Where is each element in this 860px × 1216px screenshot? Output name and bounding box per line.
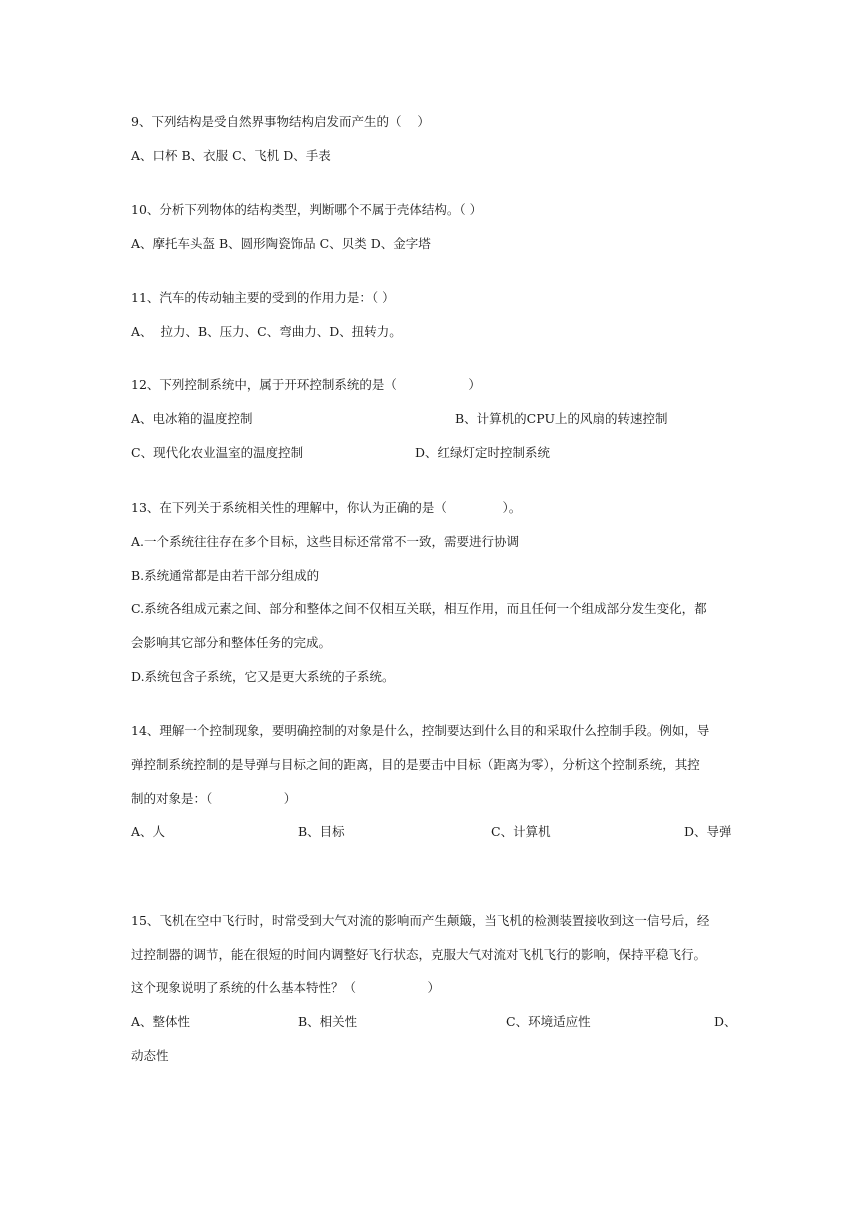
question-15-option-d: D、: [714, 1014, 737, 1029]
question-14-option-b: B、目标: [298, 824, 345, 839]
question-12-options-row-1: [131, 410, 731, 428]
question-14-option-d: D、导弹: [684, 824, 732, 839]
question-15-stem-line-2: 过控制器的调节，能在很短的时间内调整好飞行状态，克服大气对流对飞机飞行的影响，保持平稳飞行。: [131, 947, 707, 962]
question-11-stem: 11、汽车的传动轴主要的受到的作用力是：（ ）: [131, 290, 395, 305]
question-13-option-c-line-1: C.系统各组成元素之间、部分和整体之间不仅相互关联，相互作用，而且任何一个组成部分发生变化，都: [131, 601, 707, 616]
question-14-stem-line-1: 14、理解一个控制现象，要明确控制的对象是什么，控制要达到什么目的和采取什么控制手段。例如，导: [131, 723, 710, 738]
question-12-option-a: A、电冰箱的温度控制: [131, 411, 253, 426]
question-15-option-c: C、环境适应性: [506, 1014, 591, 1029]
question-10-stem: 10、分析下列物体的结构类型，判断哪个不属于壳体结构。（ ）: [131, 202, 483, 217]
question-15-stem-line-1: 15、飞机在空中飞行时，时常受到大气对流的影响而产生颠簸，当飞机的检测装置接收到这一信号后，经: [131, 913, 710, 928]
question-14-stem-line-3: 制的对象是：（ ）: [131, 791, 297, 806]
question-13-option-a: A.一个系统往往存在多个目标，这些目标还常常不一致，需要进行协调: [131, 534, 520, 549]
question-14-options-row: [131, 823, 731, 841]
question-15-options-row: [131, 1013, 737, 1031]
question-12-option-b: B、计算机的CPU上的风扇的转速控制: [455, 411, 668, 426]
question-15-option-b: B、相关性: [298, 1014, 358, 1029]
question-14-stem-line-2: 弹控制系统控制的是导弹与目标之间的距离，目的是要击中目标（距离为零），分析这个控制系统，其控: [131, 757, 700, 772]
question-12-option-c: C、现代化农业温室的温度控制: [131, 445, 304, 460]
question-13-option-d: D.系统包含子系统，它又是更大系统的子系统。: [131, 669, 395, 684]
question-12-stem: 12、下列控制系统中，属于开环控制系统的是（ ）: [131, 377, 481, 392]
question-15-stem-line-3: 这个现象说明了系统的什么基本特性？（ ）: [131, 980, 441, 995]
question-13-option-b: B.系统通常都是由若干部分组成的: [131, 568, 320, 583]
question-14-option-a: A、人: [131, 824, 166, 839]
question-12-options-row-2: [131, 444, 731, 462]
question-13-option-c-line-2: 会影响其它部分和整体任务的完成。: [131, 635, 332, 650]
question-11-options: A、 拉力、B、压力、C、弯曲力、D、扭转力。: [131, 324, 402, 339]
question-15-option-d-continued: 动态性: [131, 1048, 169, 1063]
question-15-option-a: A、整体性: [131, 1014, 191, 1029]
question-12-option-d: D、红绿灯定时控制系统: [415, 445, 551, 460]
question-9-stem: 9、下列结构是受自然界事物结构启发而产生的（ ）: [131, 114, 430, 129]
question-14-option-c: C、计算机: [491, 824, 551, 839]
question-10-options: A、摩托车头盔 B、圆形陶瓷饰品 C、贝类 D、金字塔: [131, 236, 431, 251]
question-13-stem: 13、在下列关于系统相关性的理解中，你认为正确的是（ ）。: [131, 500, 522, 515]
question-9-options: A、口杯 B、衣服 C、飞机 D、手表: [131, 148, 331, 163]
